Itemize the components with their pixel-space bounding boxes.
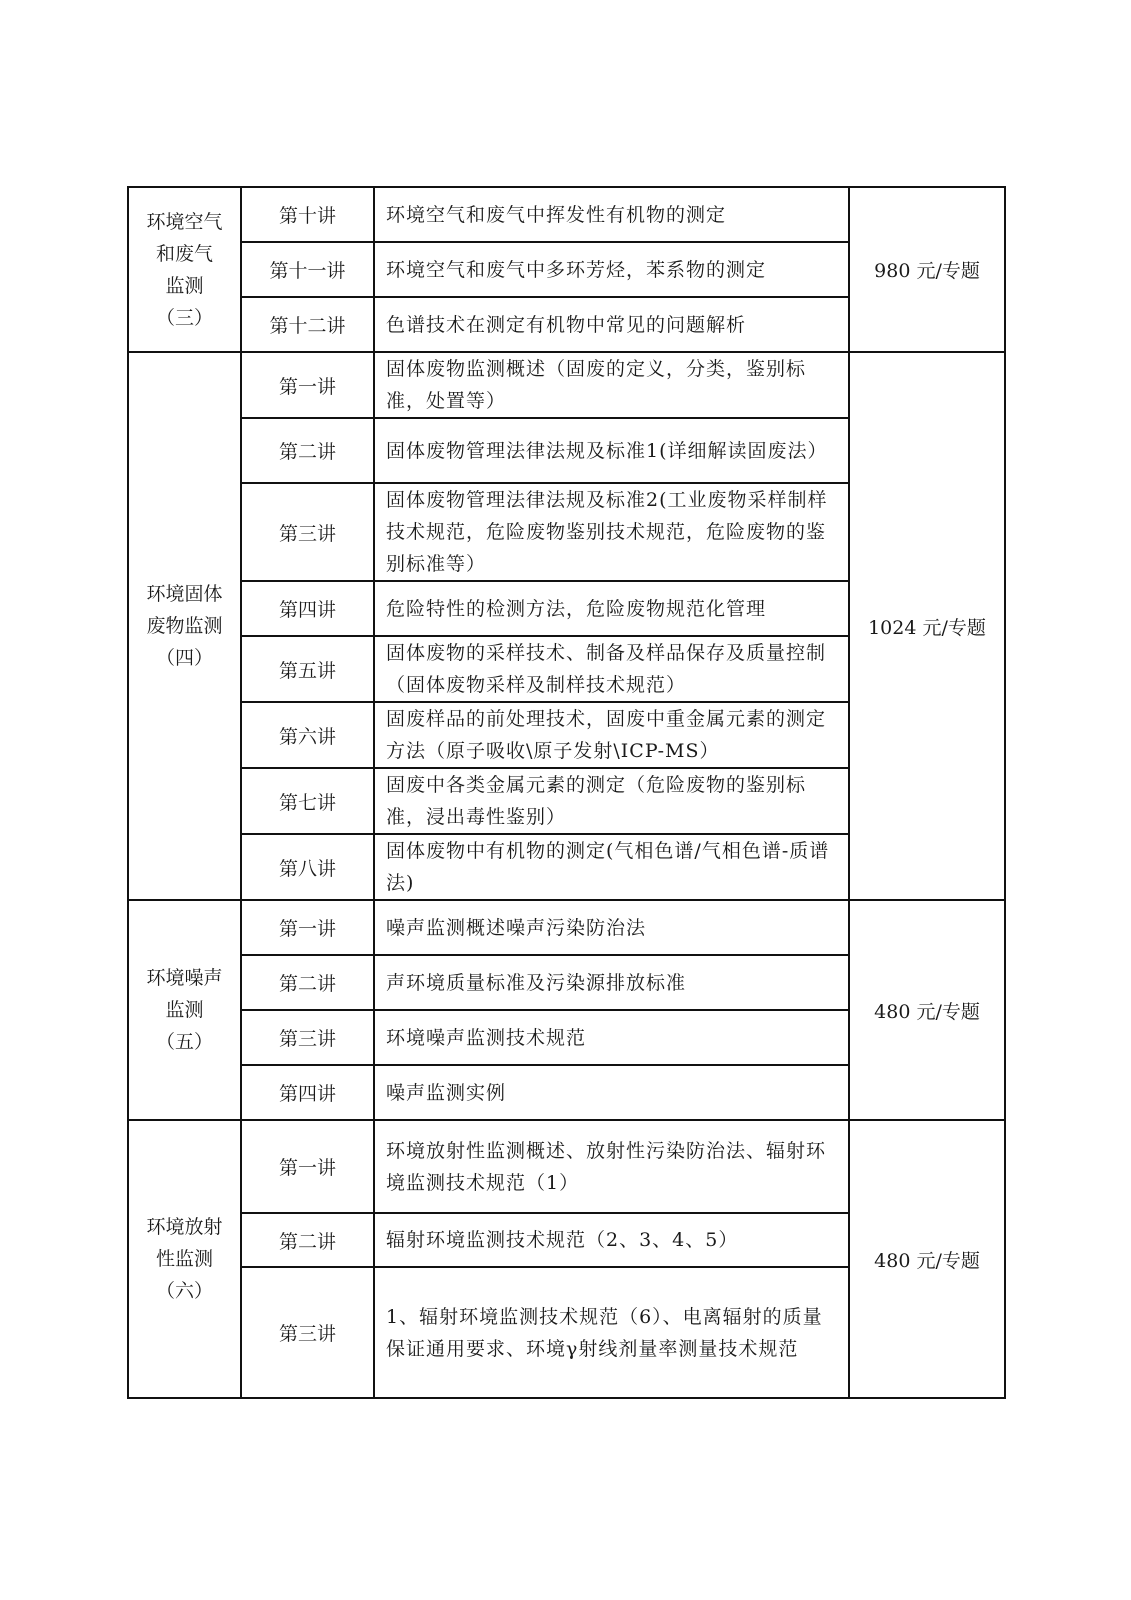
- lecture-content-cell: 环境噪声监测技术规范: [374, 1010, 849, 1065]
- table-row: [128, 1120, 1005, 1213]
- topic-label-line: （六）: [155, 1280, 213, 1302]
- lecture-number-cell: 第五讲: [241, 636, 374, 702]
- topic-cell: [128, 187, 241, 352]
- lecture-number-cell: 第二讲: [241, 955, 374, 1010]
- lecture-content-cell: 噪声监测概述噪声污染防治法: [374, 900, 849, 955]
- lecture-number-cell: 第八讲: [241, 834, 374, 900]
- topic-label-line: 和废气: [155, 242, 213, 265]
- lecture-content-cell: 1、辐射环境监测技术规范（6）、电离辐射的质量保证通用要求、环境γ射线剂量率测量技术规范: [374, 1267, 849, 1398]
- topic-label-line: 环境噪声: [146, 967, 223, 989]
- topic-cell: [128, 900, 241, 1120]
- table-row: [128, 352, 1005, 418]
- lecture-content-cell: 辐射环境监测技术规范（2、3、4、5）: [374, 1213, 849, 1267]
- lecture-content-cell: 固体废物的采样技术、制备及样品保存及质量控制（固体废物采样及制样技术规范）: [374, 636, 849, 702]
- lecture-number-cell: 第三讲: [241, 1010, 374, 1065]
- lecture-number-cell: 第四讲: [241, 1065, 374, 1120]
- topic-label-line: 监测: [165, 999, 204, 1021]
- price-cell: 480 元/专题: [849, 1120, 1005, 1398]
- lecture-number-cell: 第二讲: [241, 1213, 374, 1267]
- topic-label-line: 环境放射: [146, 1216, 223, 1238]
- lecture-number-cell: 第一讲: [241, 1120, 374, 1213]
- lecture-content-cell: 固体废物中有机物的测定(气相色谱/气相色谱-质谱法): [374, 834, 849, 900]
- lecture-number-cell: 第十一讲: [241, 242, 374, 297]
- lecture-content-cell: 环境空气和废气中多环芳烃，苯系物的测定: [374, 242, 849, 297]
- lecture-content-cell: 危险特性的检测方法，危险废物规范化管理: [374, 581, 849, 636]
- lecture-content-cell: 固体废物监测概述（固废的定义，分类，鉴别标准，处置等）: [374, 352, 849, 418]
- lecture-content-cell: 环境空气和废气中挥发性有机物的测定: [374, 187, 849, 242]
- course-schedule-table: [127, 186, 1006, 1399]
- topic-label-line: 废物监测: [146, 615, 223, 637]
- lecture-number-cell: 第十讲: [241, 187, 374, 242]
- lecture-number-cell: 第四讲: [241, 581, 374, 636]
- lecture-content-cell: 固废样品的前处理技术，固废中重金属元素的测定方法（原子吸收\原子发射\ICP-MS）: [374, 702, 849, 768]
- topic-label-line: 监测: [165, 274, 204, 297]
- table-row: [128, 187, 1005, 242]
- lecture-number-cell: 第十二讲: [241, 297, 374, 352]
- table-row: [128, 900, 1005, 955]
- lecture-number-cell: 第二讲: [241, 418, 374, 483]
- lecture-number-cell: 第六讲: [241, 702, 374, 768]
- lecture-content-cell: 固体废物管理法律法规及标准2(工业废物采样制样技术规范，危险废物鉴别技术规范，危险废物的鉴别标准等）: [374, 483, 849, 581]
- lecture-number-cell: 第七讲: [241, 768, 374, 834]
- lecture-content-cell: 固废中各类金属元素的测定（危险废物的鉴别标准，浸出毒性鉴别）: [374, 768, 849, 834]
- topic-label-line: 性监测: [155, 1248, 213, 1270]
- lecture-content-cell: 环境放射性监测概述、放射性污染防治法、辐射环境监测技术规范（1）: [374, 1120, 849, 1213]
- topic-label-line: （三）: [155, 306, 213, 329]
- topic-label-line: （四）: [155, 647, 213, 669]
- course-table-body: [128, 187, 1005, 1398]
- lecture-content-cell: 色谱技术在测定有机物中常见的问题解析: [374, 297, 849, 352]
- topic-cell: [128, 352, 241, 900]
- lecture-number-cell: 第一讲: [241, 352, 374, 418]
- lecture-number-cell: 第三讲: [241, 483, 374, 581]
- topic-label-line: （五）: [155, 1031, 213, 1053]
- price-cell: 480 元/专题: [849, 900, 1005, 1120]
- lecture-number-cell: 第三讲: [241, 1267, 374, 1398]
- topic-cell: [128, 1120, 241, 1398]
- lecture-content-cell: 噪声监测实例: [374, 1065, 849, 1120]
- lecture-number-cell: 第一讲: [241, 900, 374, 955]
- lecture-content-cell: 声环境质量标准及污染源排放标准: [374, 955, 849, 1010]
- price-cell: 1024 元/专题: [849, 352, 1005, 900]
- topic-label-line: 环境空气: [146, 210, 223, 233]
- topic-label-line: 环境固体: [146, 583, 223, 605]
- lecture-content-cell: 固体废物管理法律法规及标准1(详细解读固废法）: [374, 418, 849, 483]
- price-cell: 980 元/专题: [849, 187, 1005, 352]
